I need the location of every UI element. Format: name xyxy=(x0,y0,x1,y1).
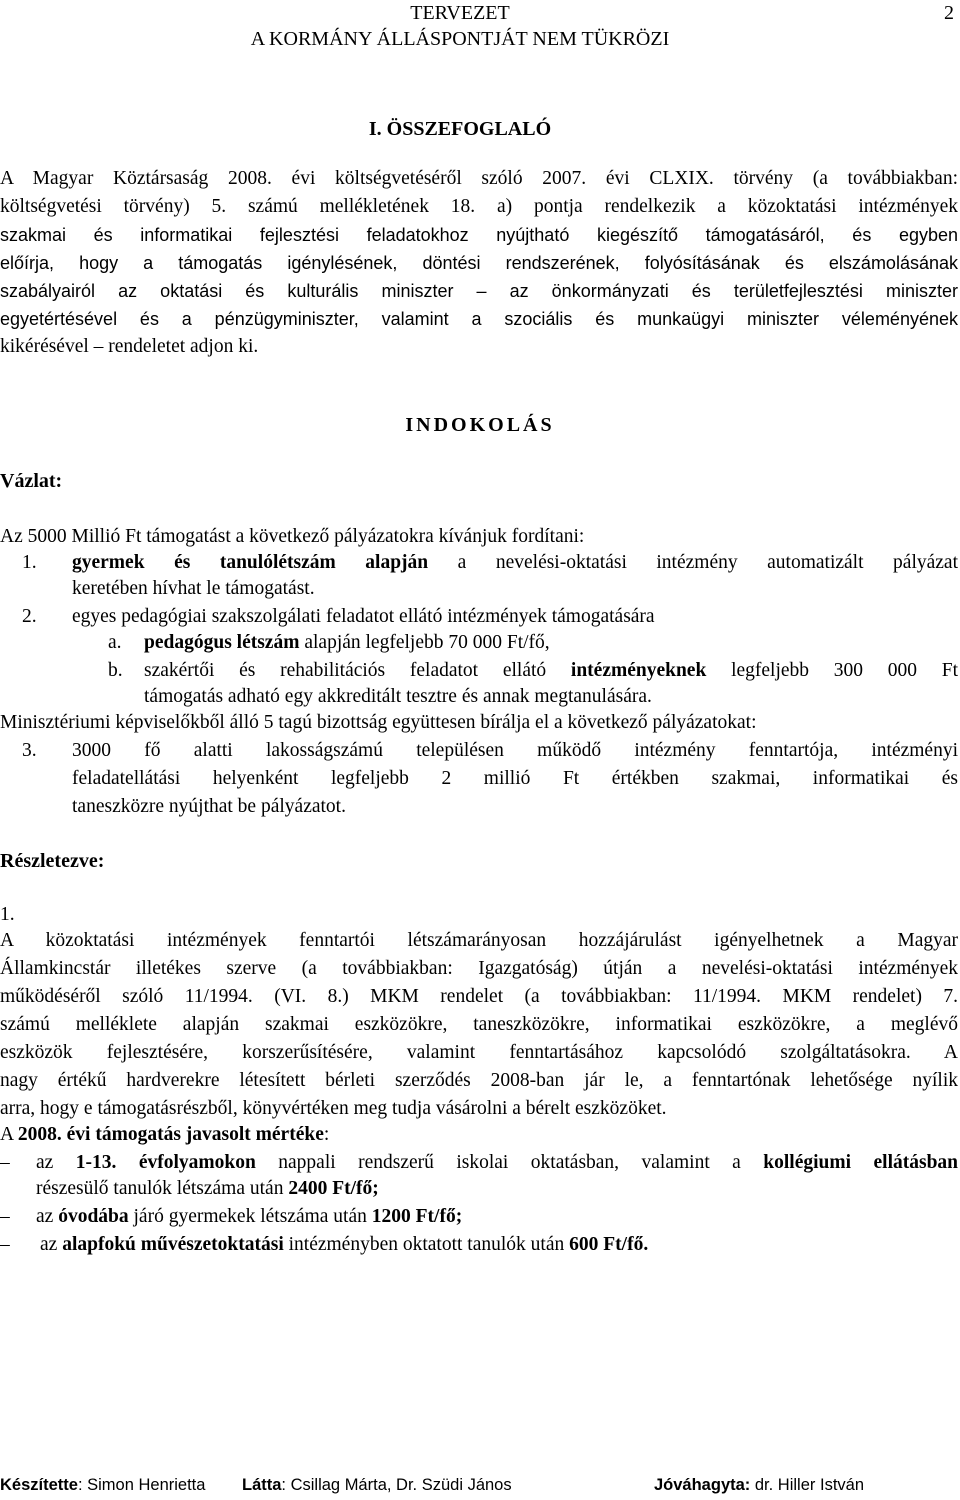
detail-line: számú melléklete alapján szakmai eszközökre, taneszközökre, informatikai eszközökre, a meglévő xyxy=(0,1014,958,1035)
item-3-number: 3. xyxy=(22,740,37,761)
disclaimer-label: A KORMÁNY ÁLLÁSPONTJÁT NEM TÜKRÖZI xyxy=(250,28,670,50)
item-2a-text xyxy=(144,630,550,656)
item-1-bold: gyermek és tanulólétszám alapján xyxy=(72,552,429,573)
item-3-line: 3000 fő alatti lakosságszámú településen működő intézmény fenntartója, intézményi xyxy=(72,740,958,761)
committee-line: Minisztériumi képviselőkből álló 5 tagú bizottság együttesen bírálja el a következő pályázatokat: xyxy=(0,712,757,733)
bullet-1-bold: 2400 Ft/fő; xyxy=(288,1178,379,1199)
page-number: 2 xyxy=(944,2,954,24)
summary-line: szabályairól az oktatási és kulturális miniszter – az önkormányzati és területfejlesztési miniszter xyxy=(0,281,958,301)
bullet-2-text: járó gyermekek létszáma után xyxy=(133,1206,367,1227)
bullet-1-text: nappali rendszerű iskolai oktatásban, valamint a xyxy=(278,1152,741,1173)
draft-label: TERVEZET xyxy=(410,2,510,24)
bullet-1-text: részesülő tanulók létszáma után xyxy=(36,1178,284,1199)
footer-prepared xyxy=(0,1474,205,1496)
bullet-dash: – xyxy=(0,1152,10,1173)
item-2b-bold: intézményeknek xyxy=(570,660,707,681)
summary-line: költségvetési törvény) 5. számú mellékletének 18. a) pontja rendelkezik a közoktatási intézmények xyxy=(0,196,958,217)
vazlat-intro: Az 5000 Millió Ft támogatást a következő pályázatokra kívánjuk fordítani: xyxy=(0,526,585,547)
rate-heading-pre: A xyxy=(0,1124,14,1145)
bullet-2-text: az xyxy=(36,1206,54,1227)
reszletezve-label: Részletezve: xyxy=(0,850,105,872)
bullet-1-text: az xyxy=(36,1152,54,1173)
bullet-2-bold: 1200 Ft/fő; xyxy=(371,1206,463,1227)
detail-line: működéséről szóló 11/1994. (VI. 8.) MKM rendelet (a továbbiakban: 11/1994. MKM rendelet) 7. xyxy=(0,986,958,1007)
item-3-line: feladatellátási helyenként legfeljebb 2 millió Ft értékben szakmai, informatikai és xyxy=(72,768,958,789)
bullet-2-line xyxy=(36,1204,462,1230)
bullet-dash: – xyxy=(0,1234,10,1255)
detail-line: A közoktatási intézmények fenntartói létszámarányosan hozzájárulást igényelhetnek a Magyar xyxy=(0,930,958,951)
footer-approved xyxy=(654,1474,864,1496)
item-2b-line-2: támogatás adható egy akkreditált tesztre és annak megtanulására. xyxy=(144,686,652,707)
footer-approved-value: dr. Hiller István xyxy=(750,1476,865,1494)
footer-seen xyxy=(242,1474,512,1496)
bullet-3-bold: alapfokú művészetoktatási xyxy=(62,1234,284,1255)
bullet-1-bold: 1-13. évfolyamokon xyxy=(75,1152,256,1173)
item-2-number: 2. xyxy=(22,606,37,627)
bullet-2-bold: óvodába xyxy=(58,1206,129,1227)
item-1-text: a nevelési-oktatási intézmény automatizált pályázat xyxy=(457,552,958,573)
bullet-1-bold: kollégiumi ellátásban xyxy=(763,1152,959,1173)
section-title: I. ÖSSZEFOGLALÓ xyxy=(368,118,552,140)
item-1-line xyxy=(72,550,958,576)
item-2b-text xyxy=(144,658,958,684)
detail-number: 1. xyxy=(0,904,15,925)
detail-line: Államkincstár illetékes szerve (a továbbiakban: Igazgatóság) útján a nevelési-oktatási intézmények xyxy=(0,958,958,979)
item-2a-rest: alapján legfeljebb 70 000 Ft/fő, xyxy=(304,632,550,653)
rate-heading-bold: 2008. évi támogatás javasolt mértéke xyxy=(17,1124,324,1145)
footer-seen-value: : Csillag Márta, Dr. Szüdi János xyxy=(281,1476,512,1494)
summary-line: szakmai és informatikai fejlesztési feladatokhoz nyújtható kiegészítő támogatásáról, és egyben xyxy=(0,225,958,245)
item-1-number: 1. xyxy=(22,552,37,573)
footer-seen-label: Látta xyxy=(242,1476,282,1494)
item-2a-bold: pedagógus létszám xyxy=(144,632,300,653)
bullet-1-line xyxy=(36,1150,958,1176)
summary-line: előírja, hogy a támogatás igénylésének, döntési rendszerének, folyósításának és elszámolásának xyxy=(0,253,958,273)
detail-line: nagy értékű hardverekre létesített bérleti szerződés 2008-ban jár le, a fenntartónak lehetősége nyílik xyxy=(0,1070,958,1091)
vazlat-label: Vázlat: xyxy=(0,470,63,492)
summary-line: egyetértésével és a pénzügyminiszter, valamint a szociális és munkaügyi miniszter véleményének xyxy=(0,309,958,329)
summary-line: A Magyar Köztársaság 2008. évi költségvetéséről szóló 2007. évi CLXIX. törvény (a továbbiakban: xyxy=(0,168,958,189)
item-2a-label: a. xyxy=(108,632,122,653)
bullet-1-line-2 xyxy=(36,1176,379,1202)
item-1-line-2: keretében hívhat le támogatást. xyxy=(72,578,315,599)
bullet-3-text: az xyxy=(40,1234,58,1255)
bullet-3-bold: 600 Ft/fő. xyxy=(569,1234,649,1255)
footer-prepared-label: Készítette xyxy=(0,1476,78,1494)
summary-line: kikérésével – rendeletet adjon ki. xyxy=(0,336,259,357)
item-2b-label: b. xyxy=(108,660,123,681)
bullet-3-line xyxy=(40,1232,648,1258)
detail-line: arra, hogy e támogatásrészből, könyvértéken meg tudja vásárolni a bérelt eszközöket. xyxy=(0,1098,667,1119)
footer-prepared-value: : Simon Henrietta xyxy=(77,1476,206,1494)
item-2b-pre: szakértői és rehabilitációs feladatot ellátó xyxy=(144,660,547,681)
bullet-3-text: intézményben oktatott tanulók után xyxy=(288,1234,565,1255)
item-2-text: egyes pedagógiai szakszolgálati feladatot ellátó intézmények támogatására xyxy=(72,606,655,627)
item-3-line: taneszközre nyújthat be pályázatot. xyxy=(72,796,346,817)
detail-line: eszközök fejlesztésére, korszerűsítésére, valamint fenntartásához kapcsolódó szolgáltatásokra. A xyxy=(0,1042,958,1063)
indokolas-title: INDOKOLÁS xyxy=(405,414,555,436)
rate-heading-post: : xyxy=(323,1124,330,1145)
item-2b-rest: legfeljebb 300 000 Ft xyxy=(731,660,959,681)
rate-heading xyxy=(0,1122,958,1148)
footer-approved-label: Jóváhagyta: xyxy=(654,1476,751,1494)
bullet-dash: – xyxy=(0,1206,10,1227)
